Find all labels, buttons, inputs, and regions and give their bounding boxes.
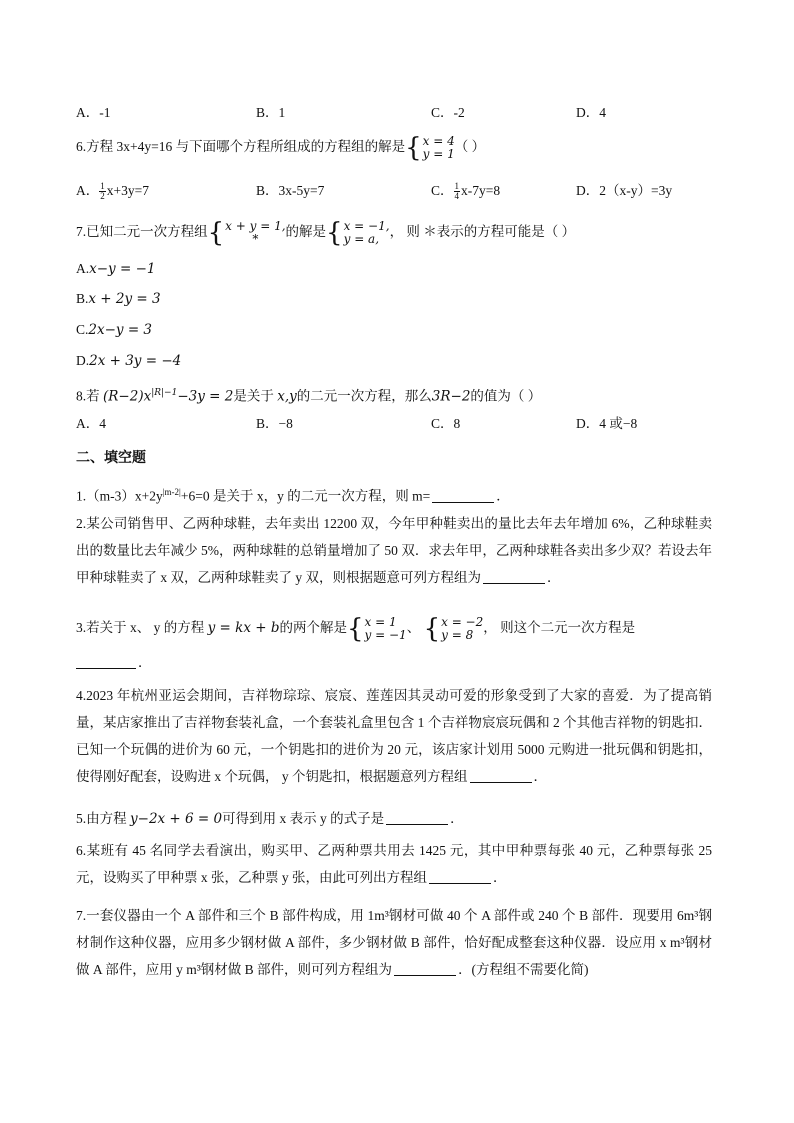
f3-system-2 [441, 616, 483, 642]
q6-option-c-label: C． [431, 183, 454, 198]
f3-system-2-row1: x = −2 [441, 615, 484, 629]
q8-target-expression: 3R−2 [431, 388, 471, 405]
q8-stem [76, 383, 541, 407]
q6-brace: { [405, 133, 422, 163]
answer-blank[interactable] [394, 961, 456, 976]
answer-blank[interactable] [76, 654, 136, 669]
f3-system-2-row2: y = 8 [441, 628, 474, 642]
q7-option-d-label: D. [76, 353, 90, 368]
q5-option-c: C．-2 [431, 105, 465, 120]
q8-options [76, 414, 726, 434]
f3-system-1-row2: y = −1 [364, 628, 407, 642]
q6-option-a-rest: x+3y=7 [106, 183, 149, 198]
f3-end: ． [138, 655, 152, 670]
fill-question-3 [76, 616, 635, 642]
q7-system-2-row1: x = −1, [343, 219, 390, 233]
q7-option-a-label: A. [76, 261, 90, 276]
f3-separator: 、 [406, 620, 421, 636]
q7-system-1 [225, 220, 285, 246]
q7-system-2 [344, 220, 390, 246]
f1-end: ． [496, 488, 510, 504]
q6-system-row1: x = 4 [422, 134, 455, 148]
q6-options [76, 181, 726, 201]
q8-exponent: |R|−1 [151, 388, 178, 398]
q7-option-a-equation: x−y = −1 [89, 261, 156, 277]
fill-question-1 [76, 482, 510, 507]
q8-option-c: C．8 [431, 416, 461, 431]
f3-brace-1: { [346, 614, 364, 644]
answer-blank[interactable] [429, 869, 491, 884]
f3-text-end: ， 则这个二元一次方程是 [483, 620, 636, 636]
f1-text: 1.（m-3）x+2y [76, 488, 163, 504]
q7-option-b [76, 289, 161, 309]
f2-end: ． [547, 570, 561, 585]
f7-text: 7.一套仪器由一个 A 部件和三个 B 部件构成，用 1m³钢材可做 40 个 A 部件或 240 个 B 部件．现要用 6m³钢材制作这种仪器，应用多少钢材做 A 部件，多少钢材做 B 部件，恰好配成整套这种仪器．设应用 x m³钢材做 A 部件，应用 y m³钢材做 B 部件，则可列方程组为 [76, 908, 712, 977]
f3-text: 3.若关于 x、 y 的方程 [76, 620, 205, 636]
q7-stem-mid: 的解是 [285, 224, 327, 240]
q8-expression-rest: −3y = 2 [177, 388, 234, 405]
q5-option-a: A．-1 [76, 105, 111, 120]
q7-system-1-row1: x + y = 1, [225, 219, 286, 233]
fraction-numerator: 1 [100, 181, 105, 192]
q5-option-d: D．4 [576, 105, 606, 120]
q7-system-1-row2: * [252, 232, 259, 246]
q7-option-c [76, 320, 152, 340]
q6-option-c [431, 181, 500, 201]
f3-system-1-row1: x = 1 [364, 615, 397, 629]
q5-option-b: B．1 [256, 105, 286, 120]
q7-brace-1: { [207, 218, 225, 248]
f3-equation: y = kx + b [207, 620, 280, 637]
q6-stem-end: （ ） [454, 139, 486, 155]
f3-brace-2: { [423, 614, 441, 644]
q7-stem-end: ， 则 ＊表示的方程可能是（ ） [389, 224, 576, 240]
f5-end: ． [450, 811, 464, 826]
f5-text-rest: 可得到用 x 表示 y 的式子是 [222, 811, 385, 826]
q7-option-c-equation: 2x−y = 3 [88, 322, 153, 338]
fraction-denominator: 4 [454, 191, 460, 202]
q6-option-a [76, 181, 149, 201]
q7-stem [76, 220, 575, 246]
q7-option-d-equation: 2x + 3y = −4 [89, 353, 182, 369]
fraction-numerator: 1 [454, 181, 460, 192]
f6-text: 6.某班有 45 名同学去看演出，购买甲、乙两种票共用去 1425 元，其中甲种票每张 40 元，乙种票每张 25 元，设购买了甲种票 x 张，乙种票 y 张，由此可列出方程组 [76, 843, 712, 885]
q7-system-2-row2: y = a, [343, 232, 380, 246]
f2-text: 2.某公司销售甲、乙两种球鞋，去年卖出 12200 双，今年甲种鞋卖出的量比去年去年增加 6%，乙种球鞋卖出的数量比去年减少 5%，两种球鞋的总销量增加了 50 双．求去年甲，乙两种球鞋各卖出多少双？若设去年甲种球鞋卖了 x 双，乙两种球鞋卖了 y 双，则根据题意可列方程组为 [76, 516, 712, 585]
f4-end: ． [533, 769, 547, 784]
q6-option-c-rest: x-7y=8 [461, 183, 501, 198]
f5-equation: y−2x + 6 = 0 [130, 811, 223, 827]
q7-option-b-equation: x + 2y = 3 [88, 291, 161, 307]
section-title: 二、填空题 [76, 450, 146, 466]
fill-question-5 [76, 809, 464, 829]
f7-end: ．(方程组不需要化简) [458, 962, 589, 977]
q6-option-d: D．2（x-y）=3y [576, 183, 673, 198]
q8-option-b: B．−8 [256, 416, 293, 431]
q7-option-a [76, 259, 155, 279]
q8-stem-end: 的值为（ ） [470, 388, 542, 404]
f1-exponent: |m-2| [162, 487, 181, 497]
q5-options [76, 103, 726, 123]
f3-text-mid: 的两个解是 [279, 620, 347, 636]
answer-blank[interactable] [432, 488, 494, 503]
q6-option-c-fraction [454, 182, 461, 201]
q8-stem-mid2: 的二元一次方程，那么 [296, 388, 432, 404]
fill-question-4 [76, 682, 712, 790]
fill-question-3-answer [76, 653, 152, 673]
answer-blank[interactable] [470, 768, 532, 783]
q6-stem-text: 6.方程 3x+4y=16 与下面哪个方程所组成的方程组的解是 [76, 139, 406, 155]
answer-blank[interactable] [386, 810, 448, 825]
fill-question-7 [76, 902, 712, 983]
fill-question-2 [76, 510, 712, 591]
q6-system-row2: y = 1 [422, 147, 455, 161]
f3-system-1 [365, 616, 407, 642]
q8-stem-mid: 是关于 [233, 388, 274, 404]
f6-end: ． [493, 870, 507, 885]
q8-variables: x,y [277, 388, 297, 405]
q6-option-a-fraction [99, 182, 106, 201]
q7-stem-text: 7.已知二元一次方程组 [76, 224, 208, 240]
fill-question-6 [76, 837, 712, 891]
q8-option-a: A．4 [76, 416, 106, 431]
q7-option-c-label: C. [76, 322, 89, 337]
q6-option-b: B．3x-5y=7 [256, 183, 325, 198]
f4-text: 4.2023 年杭州亚运会期间，吉祥物琮琮、宸宸、莲莲因其灵动可爱的形象受到了大家的喜爱．为了提高销量，某店家推出了吉祥物套装礼盒，一个套装礼盒里包含 1 个吉祥物宸宸玩偶和 2 个其他吉祥物的钥匙扣．已知一个玩偶的进价为 60 元，一个钥匙扣的进价为 20 元，该店家计划用 5000 元购进一批玩偶和钥匙扣，使得刚好配套，设购进 x 个玩偶， y 个钥匙扣，根据题意列方程组 [76, 688, 712, 784]
q6-system [423, 135, 455, 161]
q7-brace-2: { [326, 218, 343, 248]
answer-blank[interactable] [483, 569, 545, 584]
q8-option-d: D．4 或−8 [576, 416, 638, 431]
q6-stem [76, 135, 485, 161]
fraction-denominator: 2 [100, 191, 105, 202]
q8-stem-text: 8.若 [76, 388, 100, 404]
q6-option-a-label: A． [76, 183, 100, 198]
q7-option-b-label: B. [76, 291, 89, 306]
q7-option-d [76, 351, 181, 371]
f1-text-rest: +6=0 是关于 x，y 的二元一次方程，则 m= [180, 488, 431, 504]
q8-expression: (R−2)x [103, 388, 152, 405]
f5-text: 5.由方程 [76, 811, 127, 826]
